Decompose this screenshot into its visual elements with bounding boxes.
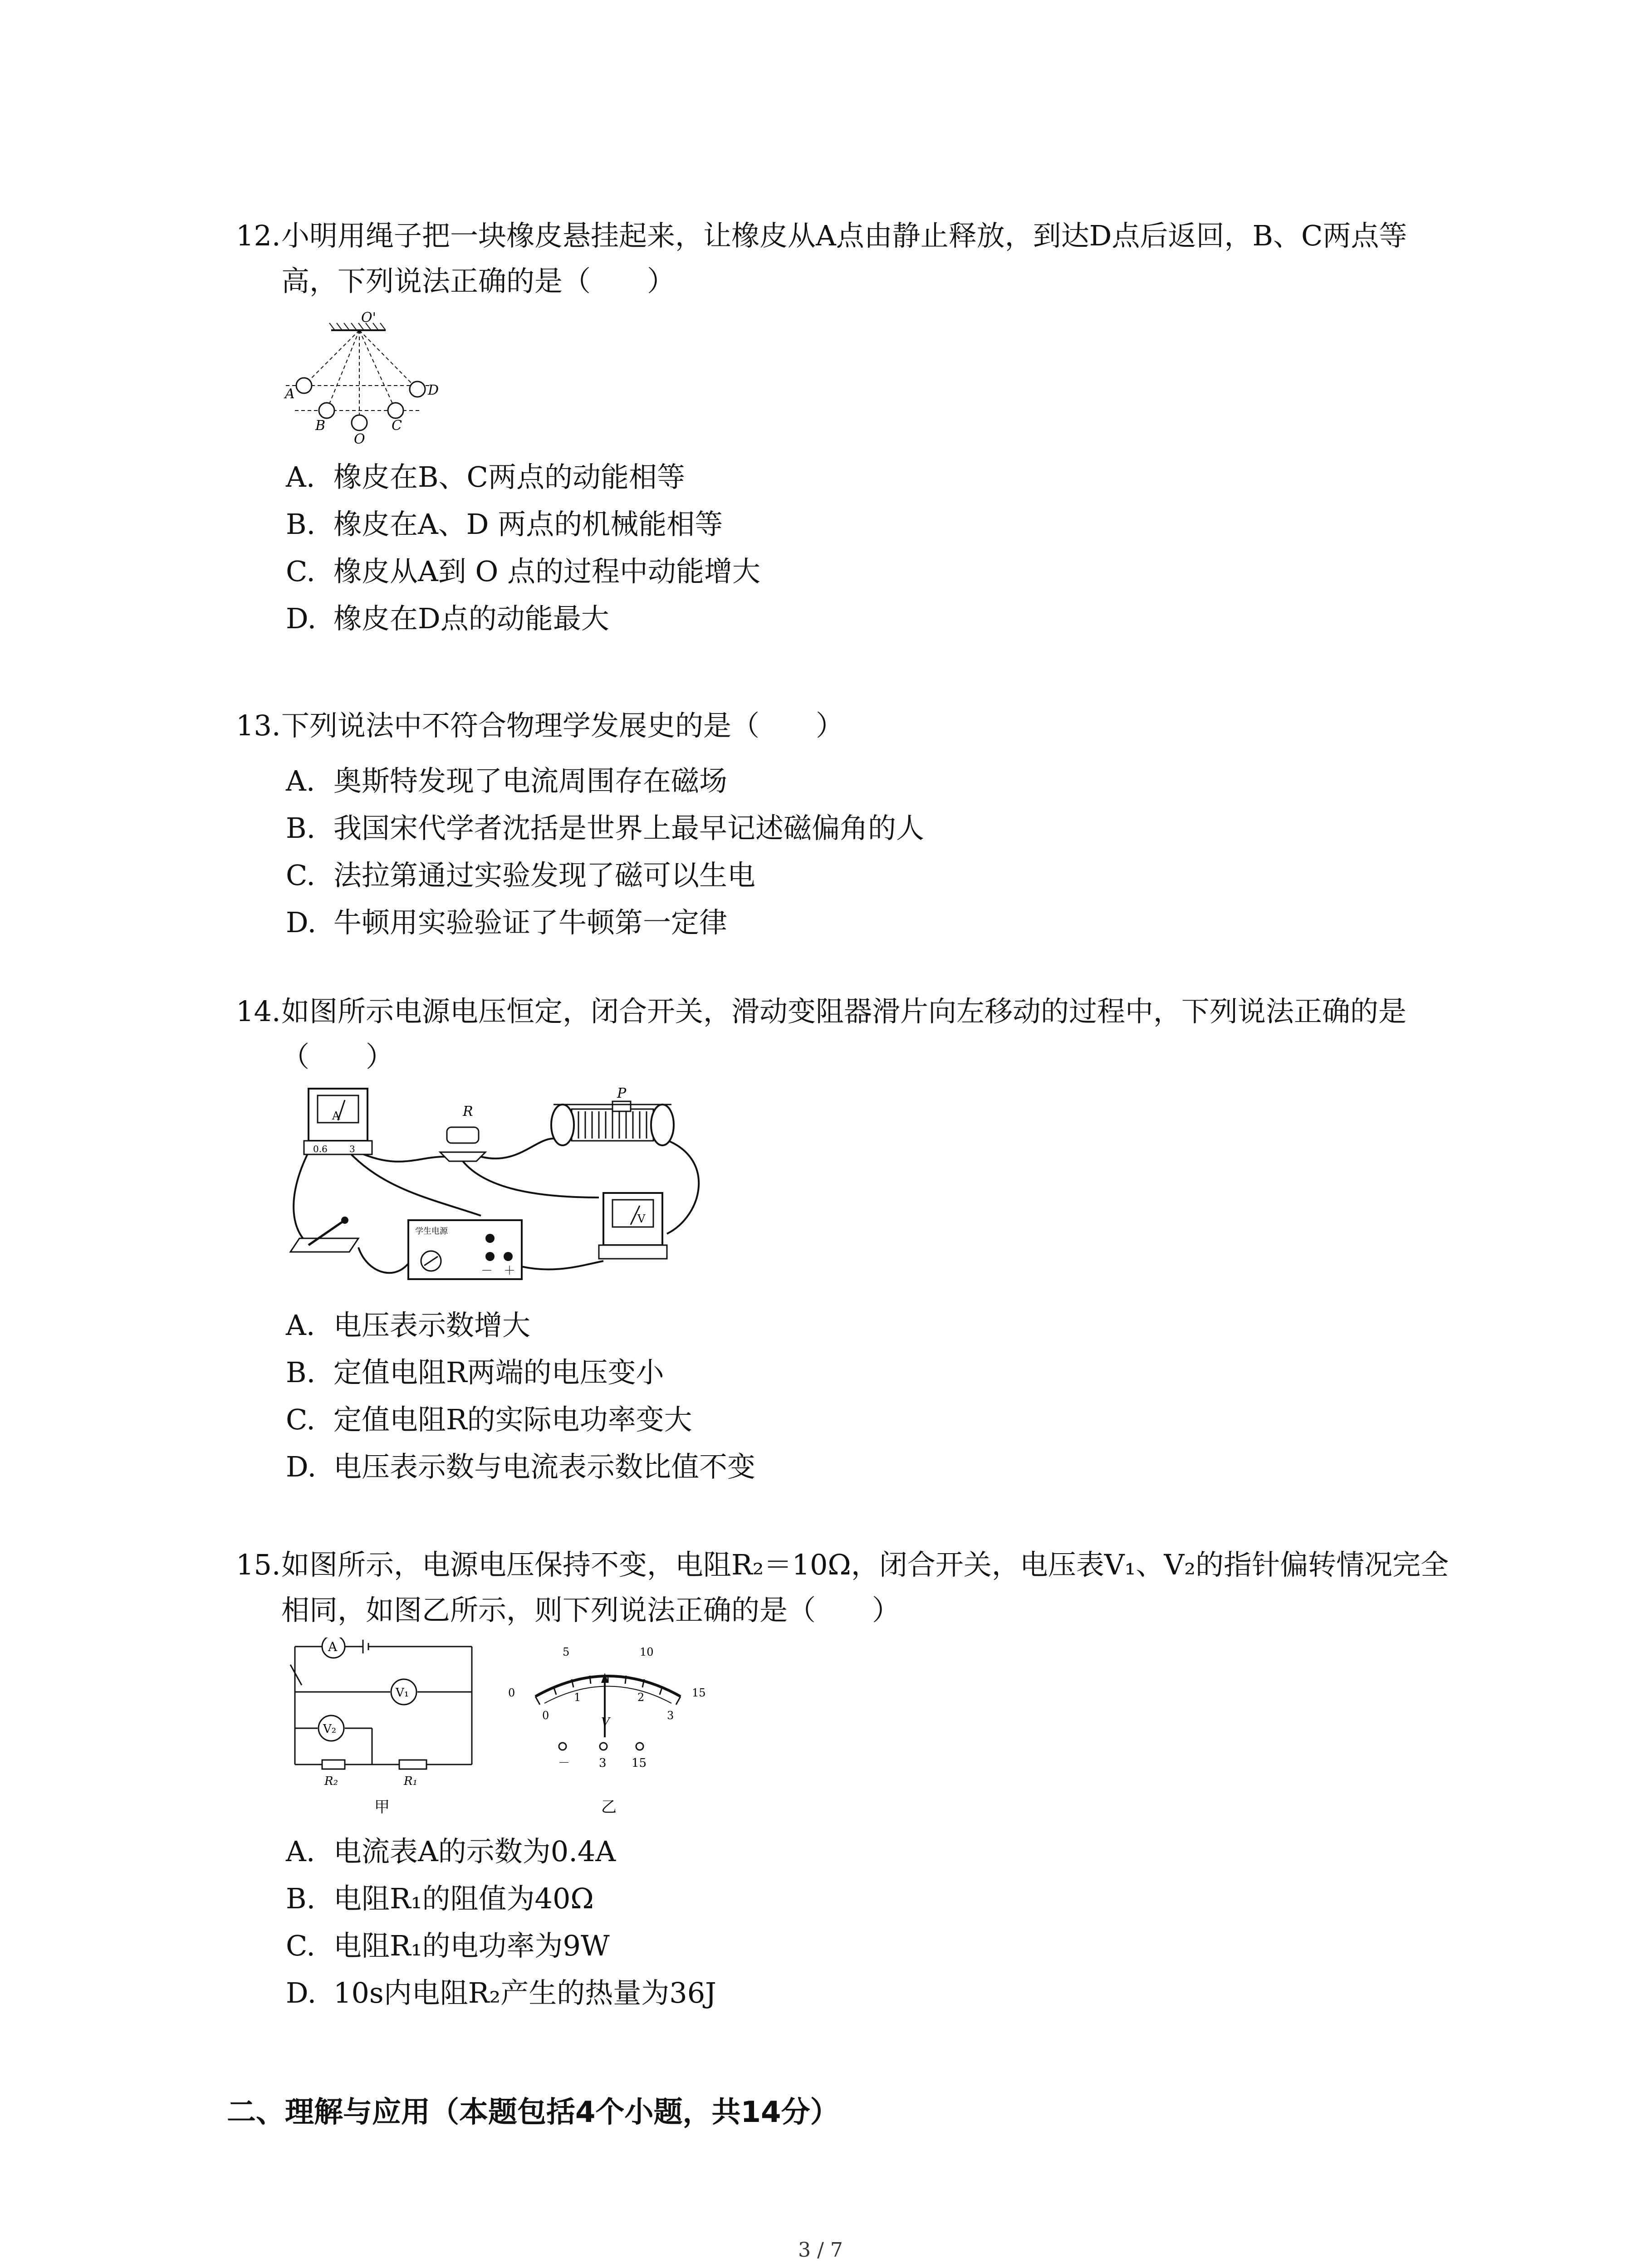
resistor-r2-label: R₂ [324,1774,338,1788]
scale-bottom-0: 0 [542,1709,549,1722]
question-number: 14. [236,995,281,1028]
question-stem: 15. 如图所示，电源电压保持不变，电阻R₂＝10Ω，闭合开关，电压表V₁、V₂的指针偏转情况完全相同，如图乙所示，则下列说法正确的是（ ） [236,1542,1461,1633]
plus-terminal: ＋ [504,1264,516,1278]
option-b[interactable]: B. 定值电阻R两端的电压变小 [286,1356,664,1389]
option-d[interactable]: D. 电压表示数与电流表示数比值不变 [286,1450,756,1483]
options [236,454,1461,642]
option-b[interactable]: B. 我国宋代学者沈括是世界上最早记述磁偏角的人 [286,811,925,845]
resistor-label-r: R [463,1104,473,1119]
ammeter-terminal-3: 3 [349,1144,355,1154]
question-13 [236,703,1461,946]
circuit-photo-figure [281,1084,726,1293]
question-stem: 14. 如图所示电源电压恒定，闭合开关，滑动变阻器滑片向左移动的过程中，下列说法正确的是（ ） [236,989,1461,1080]
ammeter-symbol: A [328,1639,338,1654]
scale-bottom-3: 3 [667,1709,674,1722]
option-d[interactable]: D. 牛顿用实验验证了牛顿第一定律 [286,906,728,939]
circuit-and-meter-figure [281,1637,735,1819]
figure-yi-caption: 乙 [601,1798,617,1816]
option-a[interactable]: A. 电压表示数增大 [286,1309,531,1342]
ammeter-label: A [332,1110,340,1122]
label-c: C [392,418,402,434]
page-number: 3 / 7 [798,2239,843,2262]
options [236,1302,1461,1491]
label-d: D [428,382,439,398]
pendulum-figure [281,308,472,445]
meter-terminal-3: 3 [599,1756,607,1770]
voltmeter-v2-symbol: V₂ [323,1722,337,1736]
scale-bottom-2: 2 [637,1691,645,1704]
minus-terminal: － [481,1264,493,1278]
option-d[interactable]: D. 10s内电阻R₂产生的热量为36J [286,1976,716,2009]
option-b[interactable]: B. 电阻R₁的阻值为40Ω [286,1882,594,1915]
question-15 [236,1542,1461,2017]
question-14 [236,989,1461,1491]
figure-jia-caption: 甲 [374,1798,390,1816]
meter-terminal-15: 15 [632,1756,647,1770]
option-c[interactable]: C. 法拉第通过实验发现了磁可以生电 [286,859,756,892]
meter-terminal-minus: － [558,1756,570,1770]
question-stem: 12. 小明用绳子把一块橡皮悬挂起来，让橡皮从A点由静止释放，到达D点后返回，B、C两点等高，下列说法正确的是（ ） [236,213,1461,304]
label-a: A [285,386,295,402]
option-c[interactable]: C. 定值电阻R的实际电功率变大 [286,1403,692,1436]
question-number: 12. [236,219,281,252]
label-o-prime: O' [361,310,376,326]
option-d[interactable]: D. 橡皮在D点的动能最大 [286,602,609,635]
question-number: 15. [236,1548,281,1581]
scale-top-5: 5 [563,1646,570,1658]
resistor-r1-label: R₁ [404,1774,417,1788]
section-title: 二、理解与应用（本题包括4个小题，共14分） [227,2096,839,2129]
scale-top-15: 15 [692,1686,706,1699]
ammeter-terminal-06: 0.6 [313,1144,328,1154]
scale-bottom-1: 1 [574,1691,581,1704]
option-c[interactable]: C. 电阻R₁的电功率为9W [286,1929,610,1962]
question-number: 13. [236,709,281,742]
meter-unit-v: V [601,1716,610,1729]
slider-label-p: P [617,1085,627,1101]
options [236,1828,1461,2017]
label-b: B [315,418,326,434]
option-c[interactable]: C. 橡皮从A到 O 点的过程中动能增大 [286,555,761,588]
question-12 [236,213,1461,642]
option-a[interactable]: A. 电流表A的示数为0.4A [286,1835,616,1868]
voltmeter-v1-symbol: V₁ [396,1686,409,1700]
option-a[interactable]: A. 奥斯特发现了电流周围存在磁场 [286,764,728,797]
scale-top-0: 0 [508,1686,515,1699]
question-stem: 13. 下列说法中不符合物理学发展史的是（ ） [236,703,1461,748]
options [236,758,1461,946]
voltmeter-label: V [637,1212,646,1225]
scale-top-10: 10 [640,1646,654,1658]
label-o: O [354,431,365,445]
power-supply-label: 学生电源 [415,1227,448,1236]
option-a[interactable]: A. 橡皮在B、C两点的动能相等 [286,460,686,494]
option-b[interactable]: B. 橡皮在A、D 两点的机械能相等 [286,508,723,541]
